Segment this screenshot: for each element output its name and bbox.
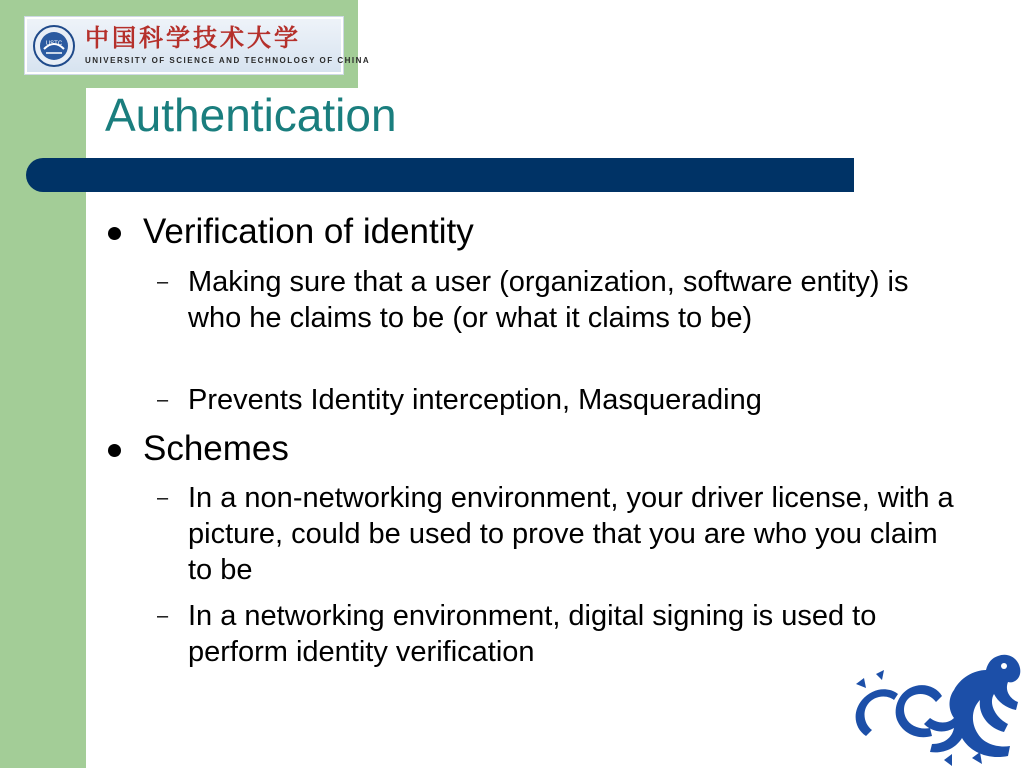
bullet-dot xyxy=(108,227,121,240)
sub-bullet-item: Prevents Identity interception, Masquerading xyxy=(188,384,762,416)
sub-bullet-dash: – xyxy=(157,389,169,411)
university-logo xyxy=(24,16,371,75)
svg-text:USTC: USTC xyxy=(45,41,63,47)
dragon-icon xyxy=(848,648,1024,768)
bullet-item: Schemes xyxy=(143,429,289,468)
slide-title: Authentication xyxy=(105,89,397,141)
left-green-band xyxy=(0,0,86,768)
sub-bullet-dash: – xyxy=(157,487,169,509)
sub-bullet-dash: – xyxy=(157,271,169,293)
sub-bullet-item: In a non-networking environment, your driver license, with a picture, could be used to prove that you are who you claim to be xyxy=(188,482,954,586)
title-underline-bar xyxy=(26,158,854,192)
logo-chinese-name: 中国科学技术大学 xyxy=(85,23,301,52)
bullet-dot xyxy=(108,444,121,457)
sub-bullet-item: In a networking environment, digital signing is used to perform identity verification xyxy=(188,600,877,668)
sub-bullet-item: Making sure that a user (organization, software entity) is who he claims to be (or what it claims to be) xyxy=(188,266,909,334)
bullet-item: Verification of identity xyxy=(143,212,474,251)
sub-bullet-dash: – xyxy=(157,605,169,627)
ustc-seal-icon xyxy=(33,25,75,67)
logo-english-name: UNIVERSITY OF SCIENCE AND TECHNOLOGY OF CHINA xyxy=(85,56,371,65)
